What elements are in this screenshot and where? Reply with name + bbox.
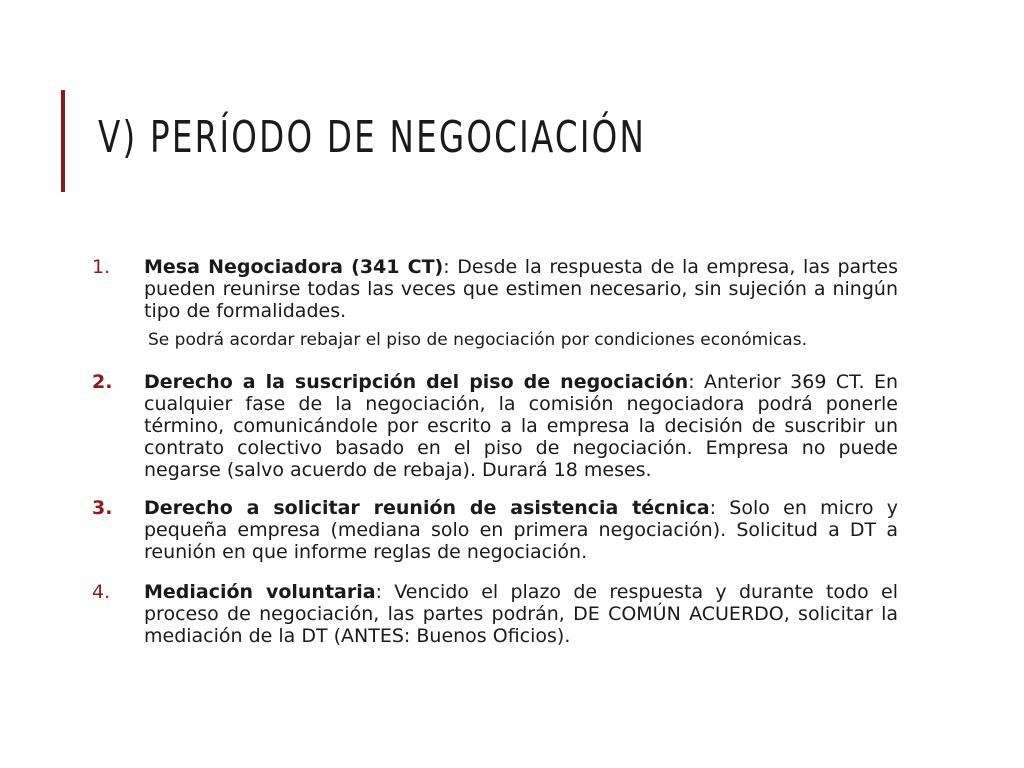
list-item bbox=[92, 371, 898, 481]
list-item-number: 2. bbox=[92, 371, 113, 393]
list-item-body: : Vencido el plazo de respuesta y durante todo el proceso de negociación, las partes podrán, DE COMÚN ACUERDO, solicitar la mediación de la DT (ANTES: Buenos Oficios). bbox=[144, 581, 898, 647]
list-item-body: : Solo en micro y pequeña empresa (mediana solo en primera negociación). Solicitud a DT a reunión en que informe reglas de negociación. bbox=[144, 497, 898, 563]
list-item-text bbox=[144, 497, 898, 563]
list-item bbox=[92, 581, 898, 647]
list-item bbox=[92, 256, 898, 351]
title-accent-bar bbox=[61, 90, 65, 192]
list-item-text bbox=[144, 371, 898, 481]
list-item-lead: Derecho a la suscripción del piso de negociación bbox=[144, 371, 689, 393]
list-item-text bbox=[144, 581, 898, 647]
slide-title: V) PERÍODO DE NEGOCIACIÓN bbox=[98, 112, 647, 163]
list-item-subtext: Se podrá acordar rebajar el piso de negociación por condiciones económicas. bbox=[148, 330, 807, 350]
list-item bbox=[92, 497, 898, 563]
list-item-body: : Anterior 369 CT. En cualquier fase de la negociación, la comisión negociadora podrá ponerle término, comunicándole por escrito a la empresa la decisión de suscribir un contrato colectivo basado en el piso de negociación. Empresa no puede negarse (salvo acuerdo de rebaja). Durará 18 meses. bbox=[144, 371, 898, 481]
list-item-lead: Mediación voluntaria bbox=[144, 581, 376, 603]
list-item-number: 1. bbox=[92, 256, 111, 278]
numbered-list bbox=[92, 256, 898, 661]
list-item-number: 4. bbox=[92, 581, 111, 603]
list-item-number: 3. bbox=[92, 497, 113, 519]
list-item-text bbox=[144, 256, 898, 322]
list-item-lead: Derecho a solicitar reunión de asistencia técnica bbox=[144, 497, 710, 519]
list-item-lead: Mesa Negociadora (341 CT) bbox=[144, 256, 444, 278]
list-item-body: : Desde la respuesta de la empresa, las partes pueden reunirse todas las veces que estimen necesario, sin sujeción a ningún tipo de formalidades. bbox=[144, 256, 899, 322]
